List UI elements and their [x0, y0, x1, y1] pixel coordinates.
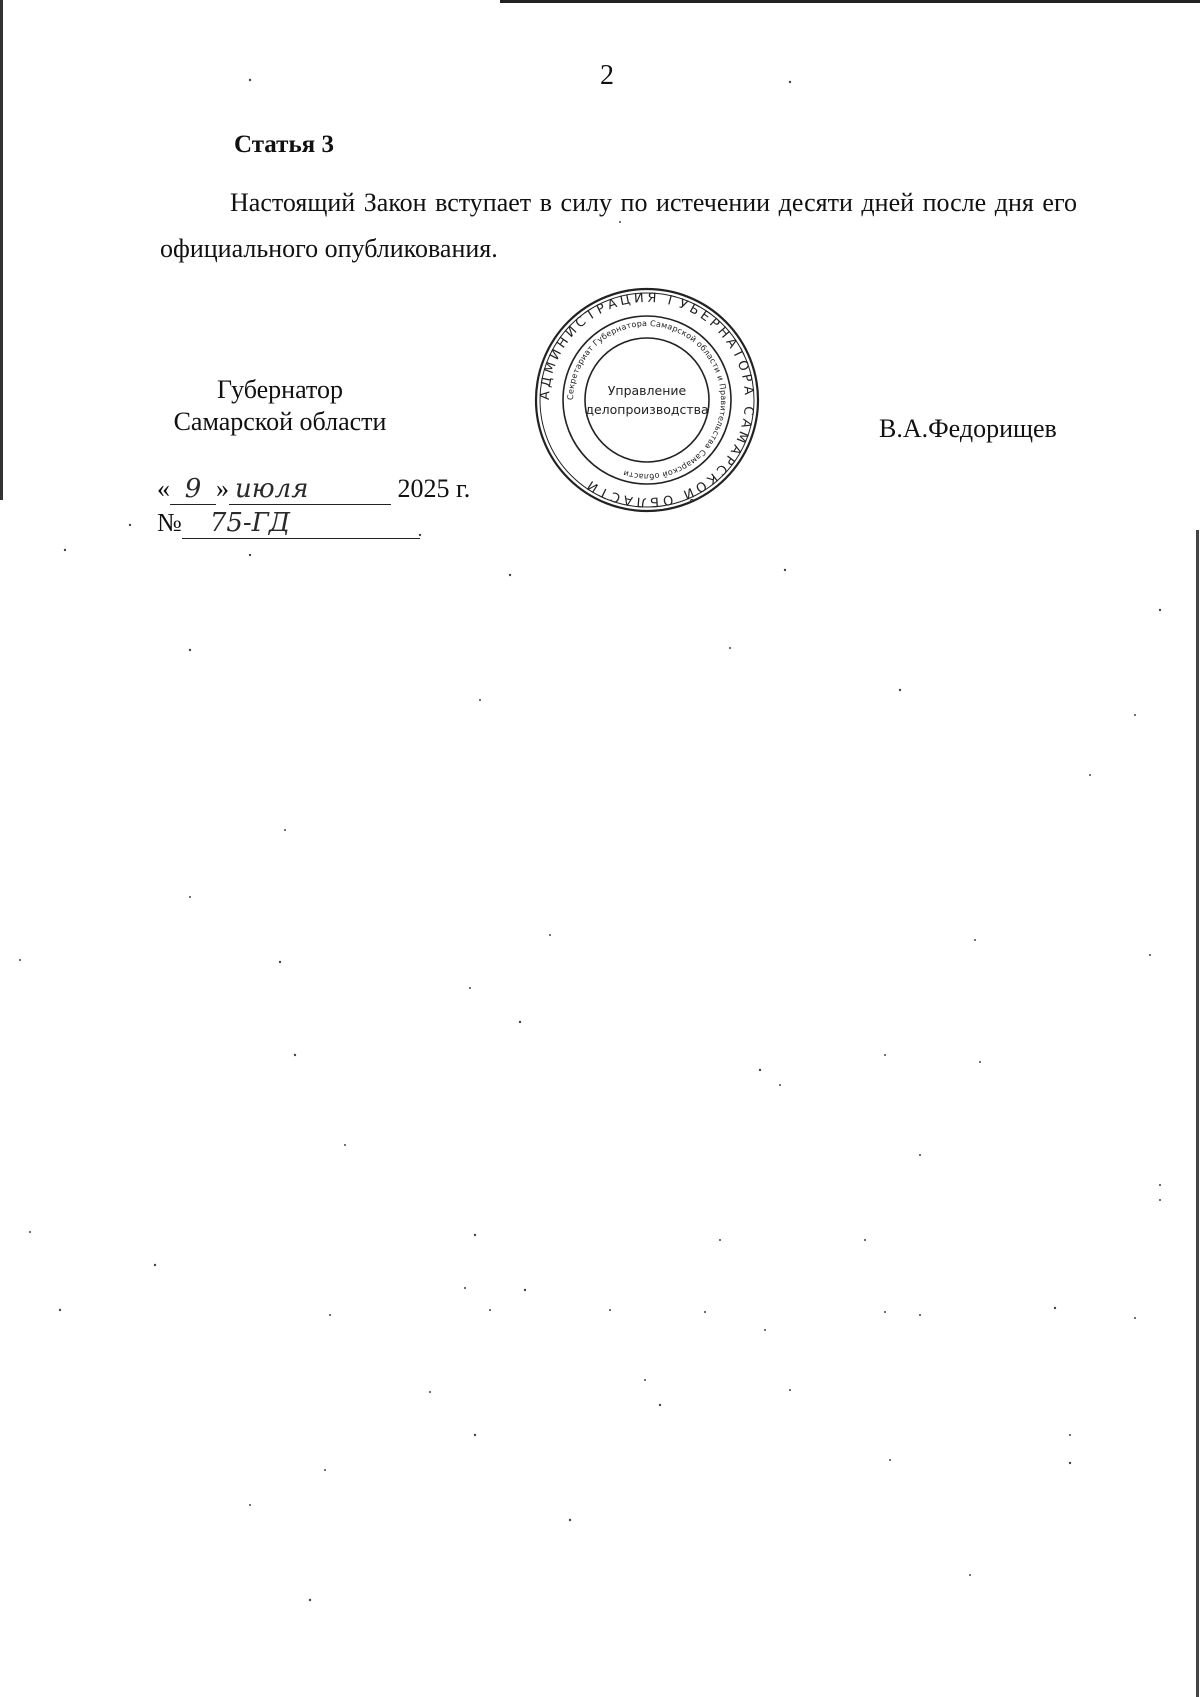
- number-value-handwritten: 75-ГД: [182, 508, 420, 539]
- article-body: Настоящий Закон вступает в силу по истечении десяти дней после дня его официального опубликования.: [160, 188, 1077, 263]
- date-month-handwritten: июля: [229, 474, 391, 505]
- date-open-quote: «: [157, 474, 170, 503]
- date-close-quote: »: [216, 474, 229, 503]
- seal-inner-text: Секретариат Губернатора Самарской области и Правительства Самарской области: [565, 318, 729, 482]
- date-year: 2025 г.: [397, 474, 471, 503]
- seal-center-line2: делопроизводства: [585, 402, 709, 417]
- signer-position-line2: Самарской области: [173, 407, 387, 436]
- article-heading: Статья 3: [234, 131, 334, 158]
- seal-center-line1: Управление: [607, 383, 687, 398]
- seal-outer-text: АДМИНИСТРАЦИЯ ГУБЕРНАТОРА САМАРСКОЙ ОБЛАСТИ: [537, 290, 757, 510]
- signer-name: В.А.Федорищев: [879, 414, 1057, 443]
- date-day-handwritten: 9: [170, 474, 216, 505]
- number-label: №: [157, 508, 182, 537]
- signer-position-line1: Губернатор: [217, 375, 343, 404]
- page-number: 2: [600, 60, 614, 91]
